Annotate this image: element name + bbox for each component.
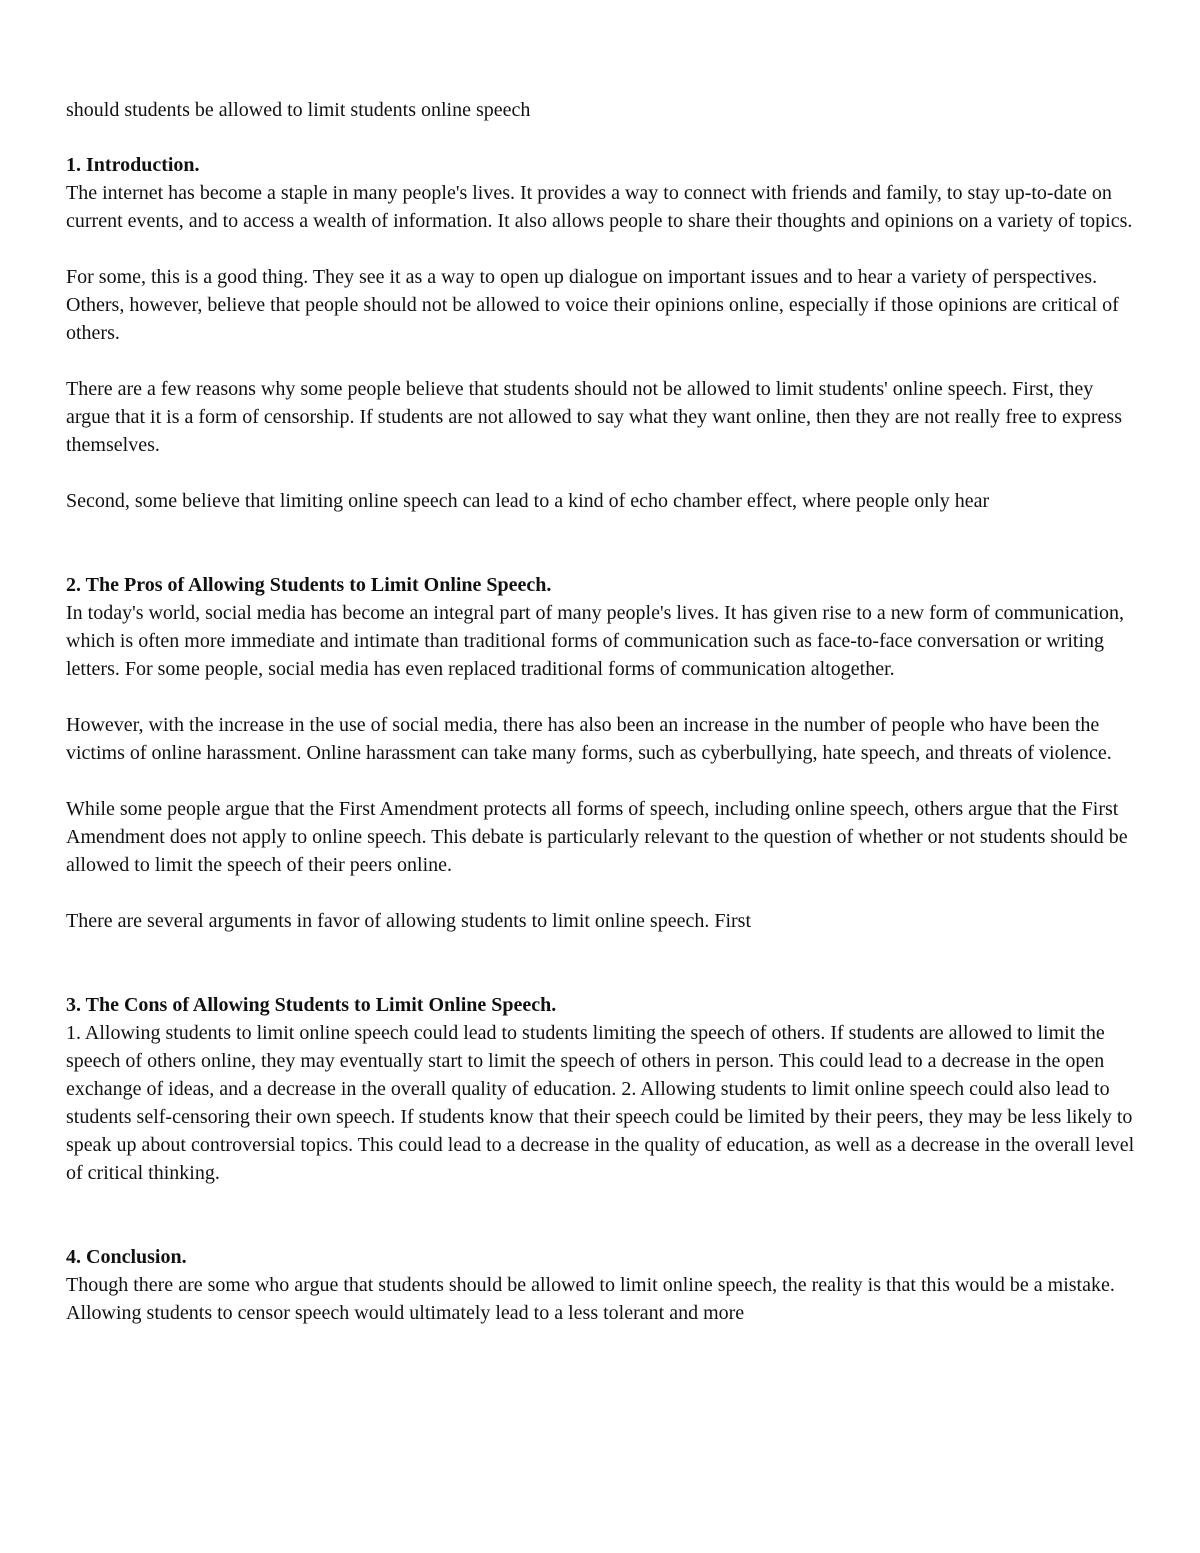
paragraph: For some, this is a good thing. They see it as a way to open up dialogue on important issues and to hear a variety of perspectives. Others, however, believe that people should not be allowed to voice their opinions online, especially if those opinions are critical of others. bbox=[66, 266, 1119, 344]
section-conclusion bbox=[66, 1243, 1141, 1327]
document-title: should students be allowed to limit students online speech bbox=[66, 99, 531, 121]
paragraph: 1. Allowing students to limit online speech could lead to students limiting the speech of others. If students are allowed to limit the speech of others online, they may eventually start to limit the speech of others in person. This could lead to a decrease in the open exchange of ideas, and a decrease in the overall quality of education. 2. Allowing students to limit online speech could also lead to students self-censoring their own speech. If students know that their speech could be limited by their peers, they may be less likely to speak up about controversial topics. This could lead to a decrease in the quality of education, as well as a decrease in the overall level of critical thinking. bbox=[66, 1022, 1135, 1184]
section-introduction bbox=[66, 151, 1141, 515]
paragraph: There are a few reasons why some people believe that students should not be allowed to limit students' online speech. First, they argue that it is a form of censorship. If students are not allowed to say what they want online, then they are not really free to express themselves. bbox=[66, 378, 1122, 456]
section-cons bbox=[66, 991, 1141, 1187]
section-heading: 1. Introduction. bbox=[66, 154, 200, 176]
paragraph: Second, some believe that limiting online speech can lead to a kind of echo chamber effect, where people only hear bbox=[66, 490, 990, 512]
paragraph: There are several arguments in favor of allowing students to limit online speech. First bbox=[66, 910, 752, 932]
section-heading: 3. The Cons of Allowing Students to Limit Online Speech. bbox=[66, 994, 557, 1016]
document-page bbox=[66, 96, 1141, 1355]
paragraph: However, with the increase in the use of social media, there has also been an increase in the number of people who have been the victims of online harassment. Online harassment can take many forms, such as cyberbullying, hate speech, and threats of violence. bbox=[66, 714, 1112, 764]
paragraph: While some people argue that the First Amendment protects all forms of speech, including online speech, others argue that the First Amendment does not apply to online speech. This debate is particularly relevant to the question of whether or not students should be allowed to limit the speech of their peers online. bbox=[66, 798, 1128, 876]
section-heading: 4. Conclusion. bbox=[66, 1246, 187, 1268]
paragraph: In today's world, social media has become an integral part of many people's lives. It has given rise to a new form of communication, which is often more immediate and intimate than traditional forms of communication such as face-to-face conversation or writing letters. For some people, social media has even replaced traditional forms of communication altogether. bbox=[66, 602, 1125, 680]
paragraph: Though there are some who argue that students should be allowed to limit online speech, the reality is that this would be a mistake. Allowing students to censor speech would ultimately lead to a less tolerant and more bbox=[66, 1274, 1115, 1324]
section-heading: 2. The Pros of Allowing Students to Limit Online Speech. bbox=[66, 574, 552, 596]
paragraph: The internet has become a staple in many people's lives. It provides a way to connect with friends and family, to stay up-to-date on current events, and to access a wealth of information. It also allows people to share their thoughts and opinions on a variety of topics. bbox=[66, 182, 1133, 232]
section-pros bbox=[66, 571, 1141, 935]
